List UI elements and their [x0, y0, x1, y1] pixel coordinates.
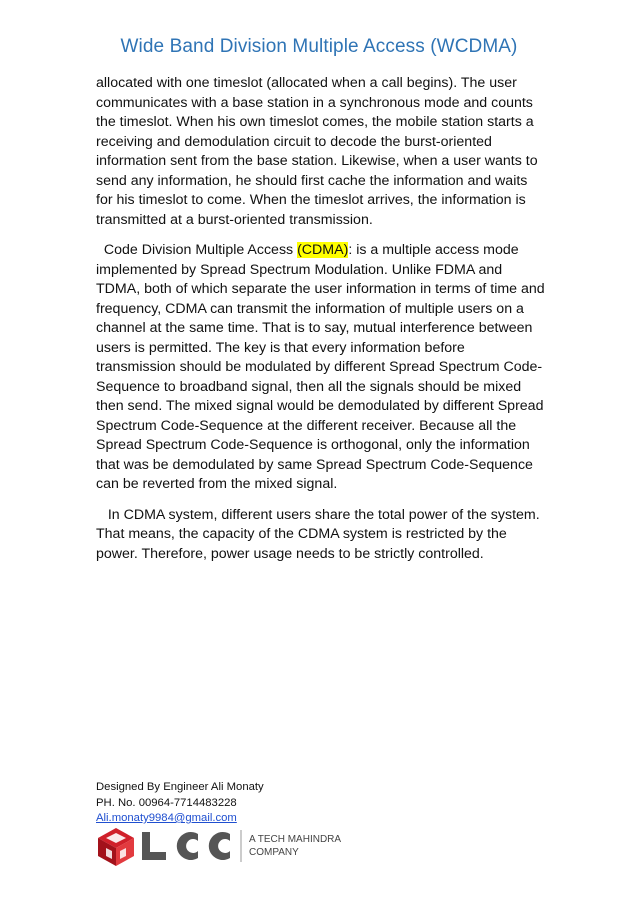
- page-title: Wide Band Division Multiple Access (WCDMA): [120, 36, 518, 57]
- lcc-logo-graphic: [96, 822, 356, 868]
- cdma-power-text: In CDMA system, different users share the total power of the system. That means, the capacity of the CDMA system is restricted by the power. Therefore, power usage needs to be strictly controlled.: [96, 506, 540, 562]
- lcc-logo: [96, 822, 356, 868]
- paragraph-cdma: [96, 241, 546, 495]
- cube-emblem-icon: [98, 828, 134, 866]
- designer-credit: Designed By Engineer Ali Monaty: [96, 781, 264, 793]
- cdma-definition: : is a multiple access mode implemented by Spread Spectrum Modulation. Unlike FDMA and TDMA, both of which separate the user information in terms of time and frequency, CDMA can transmit the information of multiple users on a channel at the same time. That is to say, mutual interference between users is permitted. The key is that every information before transmission should be modulated by different Spread Spectrum Code-Sequence to broadband signal, then all the signals should be mixed then send. The mixed signal would be demodulated by different Spread Spectrum Code-Sequence at the different receiver. Because all the Spread Spectrum Code-Sequence is orthogonal, only the information that was be demodulated by same Spread Spectrum Code-Sequence can be reverted from the mixed signal.: [96, 242, 545, 492]
- cdma-highlight: (CDMA): [297, 242, 349, 258]
- paragraph-cdma-power: [96, 506, 546, 565]
- lcc-wordmark: [142, 832, 230, 860]
- paragraph-tdma-timeslot: allocated with one timeslot (allocated when a call begins). The user communicates with a base station in a synchronous mode and counts the timeslot. When his own timeslot comes, the mobile station starts a receiving and demodulation circuit to decode the burst-oriented information sent from the base station. Likewise, when a user wants to send any information, he should first cache the information and waits for his timeslot to come. When the timeslot arrives, the information is transmitted at a burst-oriented transmission.: [96, 75, 538, 228]
- email-link[interactable]: Ali.monaty9984@gmail.com: [96, 812, 237, 824]
- logo-tagline-2: COMPANY: [249, 847, 299, 858]
- logo-tagline-1: A TECH MAHINDRA: [249, 834, 342, 845]
- document-body: [96, 74, 546, 575]
- cdma-term: Code Division Multiple Access: [103, 242, 298, 258]
- phone-number: PH. No. 00964-7714483228: [96, 796, 237, 809]
- footer: [96, 780, 264, 827]
